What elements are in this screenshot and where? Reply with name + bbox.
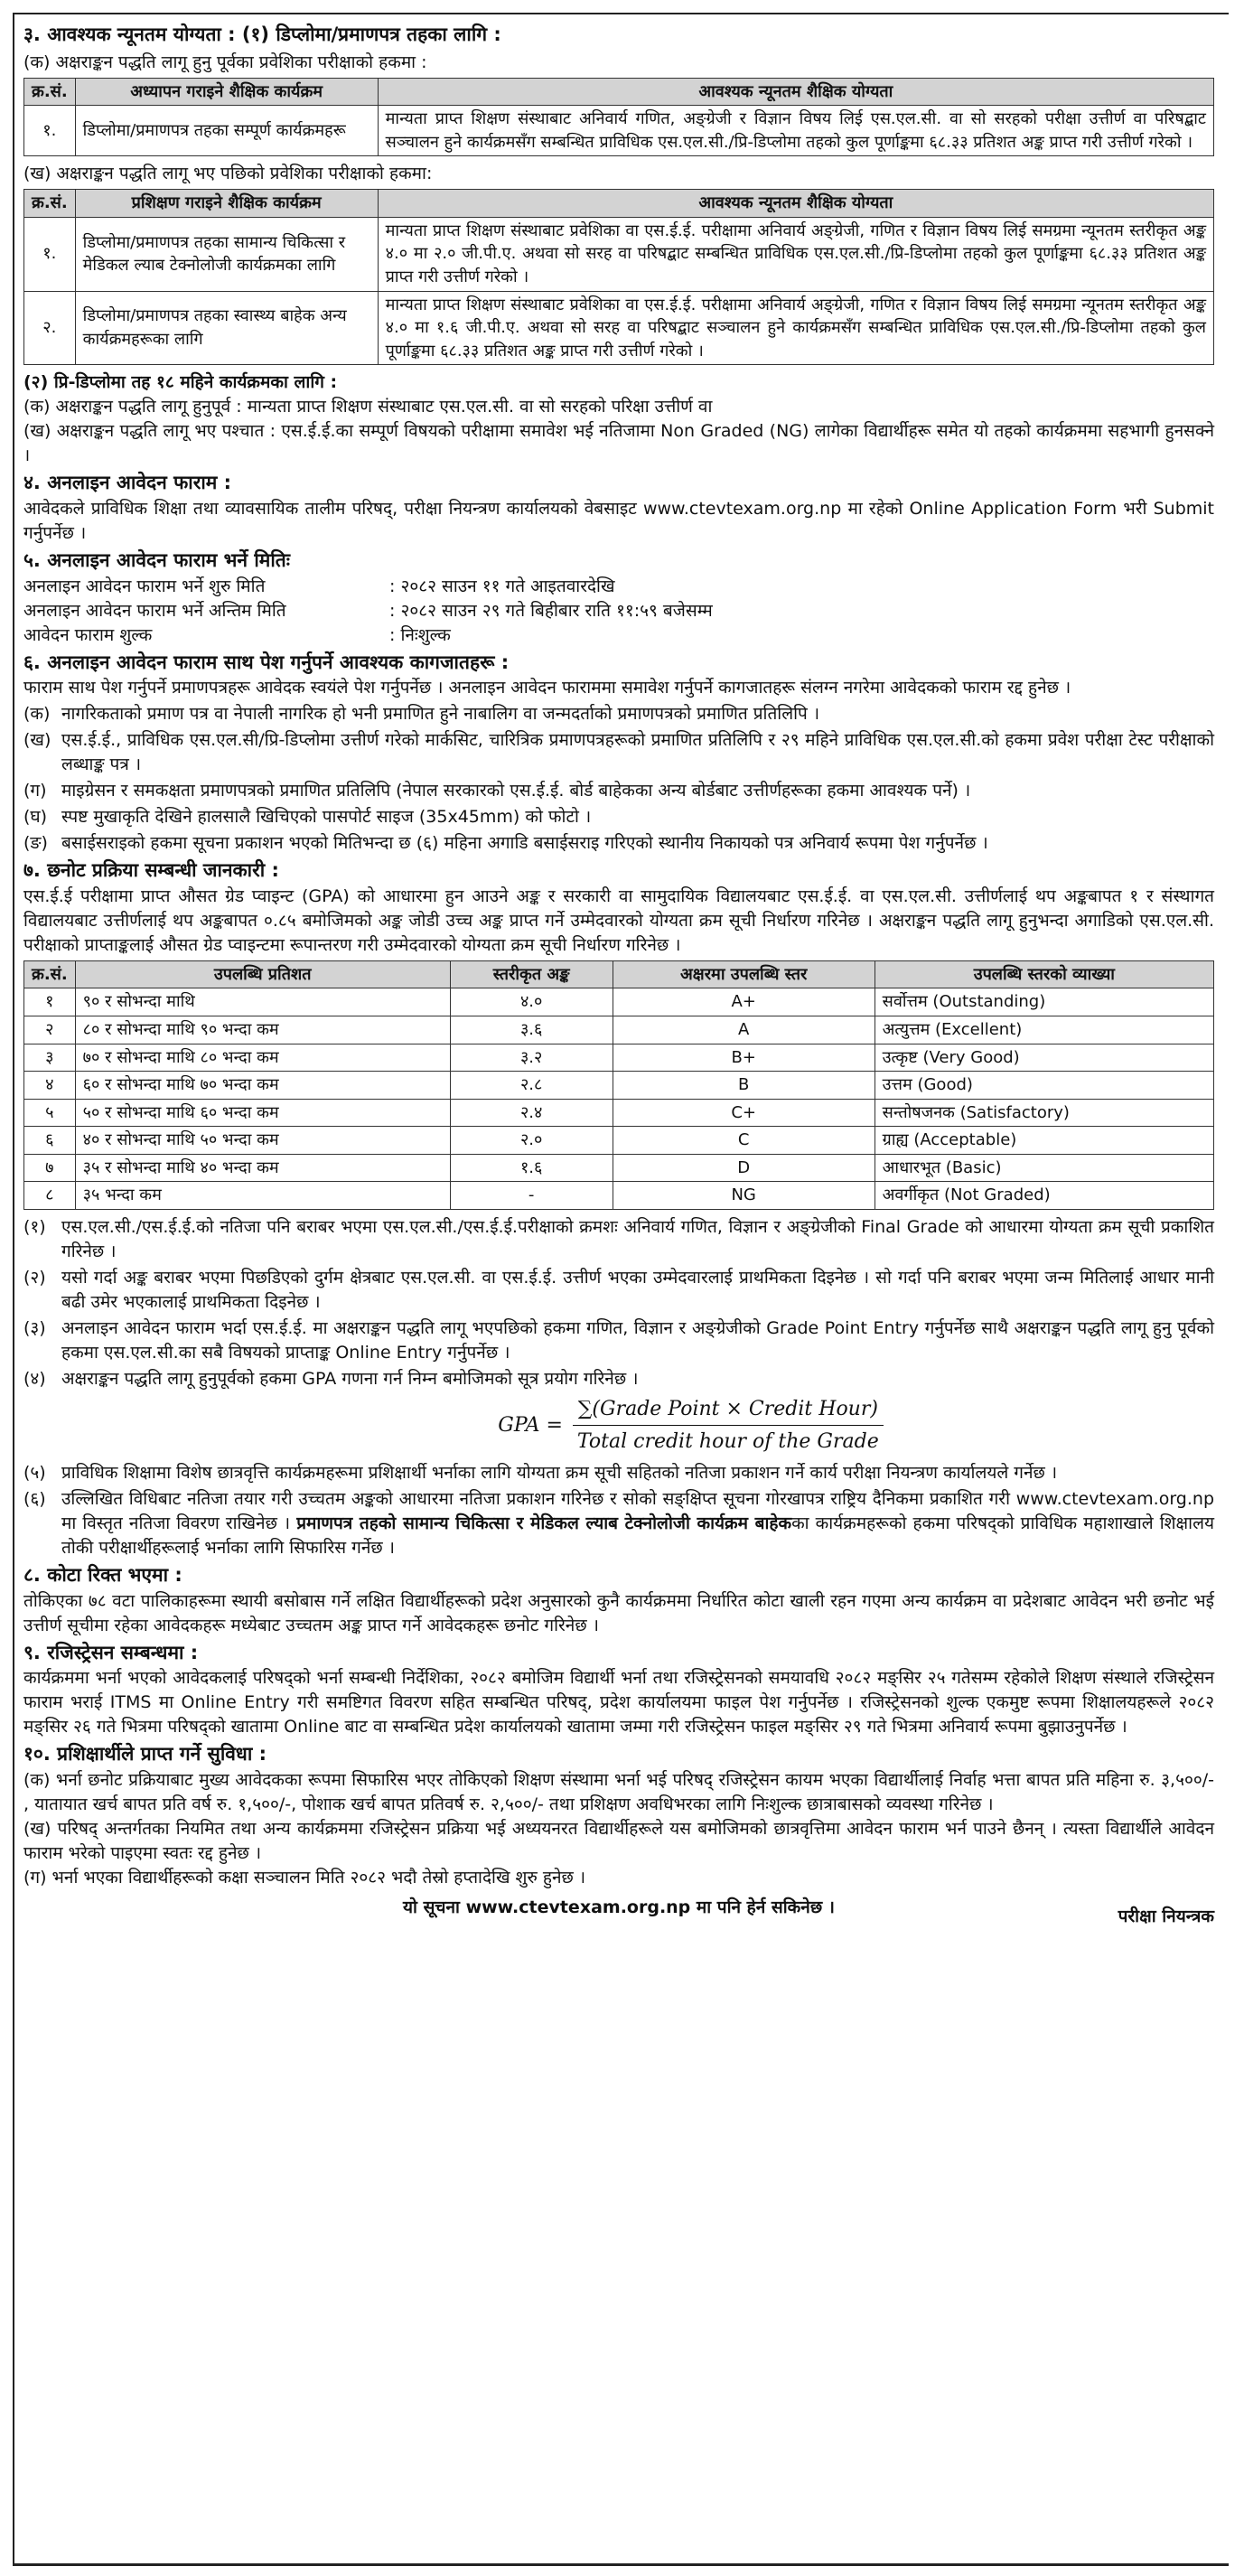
column-header-serial: क्र.सं. [24,960,76,988]
note-6-label: (६) [23,1489,46,1510]
note-item-label: (२) [23,1267,46,1288]
section-8-text: तोकिएका ७८ वटा पालिकाहरूमा स्थायी बसोबास गर्ने लक्षित विद्यार्थीहरूको प्रदेश अनुसारको कुनै कार्यक्रममा निर्धारित कोटा खाली रहन गएमा अन्य कार्यक्रम वा प्रदेशबाट आवेदन भरी छनोट भई उत्तीर्ण सूचीमा रहेका आवेदकहरू मध्येबाट उच्चतम अङ्क प्राप्त गर्ने आवेदकहरू छनोट गरिनेछ । [23,1590,1214,1635]
table-cell-grade-point: २.० [450,1127,613,1155]
table-row [24,1182,1214,1210]
date-row [23,623,1214,648]
table-row [24,106,1214,156]
note-item-label: (१) [23,1216,46,1237]
table-cell-qualification: मान्यता प्राप्त शिक्षण संस्थाबाट प्रवेशिका वा एस.ई.ई. परीक्षामा अनिवार्य अङ्ग्रेजी, गणित र विज्ञान विषय लिई समग्रमा न्यूनतम स्तरीकृत अङ्क ४.० मा १.६ जी.पी.ए. अथवा सो सरह वा परिषद्बाट सञ्चालन हुने कार्यक्रमसँग सम्बन्धित प्राविधिक एस.एल.सी./प्रि-डिप्लोमा तहको कुल पूर्णाङ्कमा ६८.३३ प्रतिशत अङ्क प्राप्त गरी उत्तीर्ण गरेको । [378,291,1213,365]
document-item-label: (ख) [23,730,51,751]
table-cell-percentage: ५० र सोभन्दा माथि ६० भन्दा कम [75,1099,450,1127]
note-item [23,1266,1214,1315]
section-9-heading: ९. रजिस्ट्रेसन सम्बन्धमा : [23,1641,199,1663]
footer [23,1896,1214,1932]
section-10-heading: १०. प्रशिक्षार्थीले प्राप्त गर्ने सुविधा : [23,1743,267,1766]
table-cell-serial: ८ [24,1182,76,1210]
gpa-formula [168,1395,1214,1456]
column-header-qualification: आवश्यक न्यूनतम शैक्षिक योग्यता [378,78,1213,106]
column-header-program: प्रशिक्षण गराइने शैक्षिक कार्यक्रम [75,190,378,218]
required-documents-list [23,702,1214,856]
table-row [24,291,1214,365]
table-cell-grade-point: - [450,1182,613,1210]
pre-diploma-kha: (ख) अक्षराङ्कन पद्धति लागू भए पश्चात : एस.ई.ई.का सम्पूर्ण विषयको परीक्षामा समावेश भई नतिजामा Non Graded (NG) लागेका विद्यार्थीहरू समेत यो तहको कार्यक्रममा सहभागी हुनसक्ने । [23,421,1214,466]
table-cell-description: उत्कृष्ट (Very Good) [875,1044,1213,1072]
section-3-ka-title: (क) अक्षराङ्कन पद्धति लागू हुनु पूर्वका प्रवेशिका परीक्षाको हकमा : [23,52,427,72]
table-header-row [24,960,1214,988]
table-row [24,1044,1214,1072]
table-cell-grade-point: ३.६ [450,1016,613,1044]
note-item-label: (५) [23,1463,46,1484]
table-cell-description: सर्वोत्तम (Outstanding) [875,988,1213,1016]
document-item [23,805,1214,829]
table-cell-serial: ७ [24,1154,76,1182]
gpa-formula-denominator: Total credit hour of the Grade [576,1429,879,1453]
table-cell-letter-grade: D [613,1154,875,1182]
column-header-description: उपलब्धि स्तरको व्याख्या [875,960,1213,988]
facilities-list [23,1768,1214,1890]
facility-item: (ग) भर्ना भएका विद्यार्थीहरूको कक्षा सञ्चालन मिति २०८२ भदौ तेस्रो हप्तादेखि शुरु हुनेछ । [23,1868,586,1888]
section-8-heading: ८. कोटा रिक्त भएमा : [23,1563,182,1586]
qualification-table-1 [23,78,1214,157]
table-cell-serial: ४ [24,1072,76,1100]
date-row-label: अनलाइन आवेदन फाराम भर्ने शुरु मिति [23,576,266,596]
section-4-heading: ४. अनलाइन आवेदन फाराम : [23,472,232,494]
document-item-text: एस.ई.ई., प्राविधिक एस.एल.सी/प्रि-डिप्लोमा उत्तीर्ण गरेको मार्कसिट, चारित्रिक प्रमाणपत्रहरूको प्रमाणित प्रतिलिपि र २९ महिने प्राविधिक एस.एल.सी.को हकमा प्रवेश परीक्षा टेस्ट परीक्षाको लब्धाङ्क पत्र । [61,730,1214,775]
table-cell-serial: १ [24,988,76,1016]
section-6-heading: ६. अनलाइन आवेदन फाराम साथ पेश गर्नुपर्ने आवश्यक कागजातहरू : [23,651,510,673]
grade-table [23,960,1214,1210]
table-cell-serial: १. [24,217,76,291]
table-cell-grade-point: १.६ [450,1154,613,1182]
table-cell-percentage: ३५ र सोभन्दा माथि ४० भन्दा कम [75,1154,450,1182]
note-item [23,1367,1214,1391]
section-4-text: आवेदकले प्राविधिक शिक्षा तथा व्यावसायिक तालीम परिषद्, परीक्षा नियन्त्रण कार्यालयको वेबसाइट www.ctevtexam.org.np मा रहेको Online Application Form भरी Submit गर्नुपर्नेछ । [23,498,1214,543]
table-cell-percentage: ३५ भन्दा कम [75,1182,450,1210]
table-cell-program: डिप्लोमा/प्रमाणपत्र तहका सम्पूर्ण कार्यक्रमहरू [75,106,378,156]
note-item-text: अक्षराङ्कन पद्धति लागू हुनुपूर्वको हकमा GPA गणना गर्न निम्न बमोजिमको सूत्र प्रयोग गरिनेछ । [61,1368,639,1389]
section-9-text: कार्यक्रममा भर्ना भएको आवेदकलाई परिषद्को भर्ना सम्बन्धी निर्देशिका, २०८२ बमोजिम विद्यार्थी भर्ना तथा रजिस्ट्रेसनको समयावधि २०८२ मङ्सिर २५ गतेसम्म रहेकोले शिक्षण संस्थाले रजिस्ट्रेसन फाराम भराई ITMS मा Online Entry गरी समष्टिगत विवरण सहित सम्बन्धित परिषद्, प्रदेश कार्यालयमा फाइल पेश गर्नुपर्नेछ । रजिस्ट्रेसनको शुल्क एकमुष्ट रूपमा शिक्षालयहरूले २०८२ मङ्सिर २६ गते भित्रमा परिषद्को खातामा Online बाट वा सम्बन्धित प्रदेश कार्यालयको खातामा जम्मा गरी रजिस्ट्रेसन फाइल मङ्सिर २९ गते भित्रमा अनिवार्य रूपमा बुझाउनुपर्नेछ । [23,1668,1214,1738]
table-cell-grade-point: ३.२ [450,1044,613,1072]
table-cell-letter-grade: C [613,1127,875,1155]
table-cell-serial: १. [24,106,76,156]
note-item-text: प्राविधिक शिक्षामा विशेष छात्रवृत्ति कार्यक्रमहरूमा प्रशिक्षार्थी भर्नाका लागि योग्यता क्रम सूची सहितको नतिजा प्रकाशन गर्ने कार्य परीक्षा नियन्त्रण कार्यालयले गर्नेछ । [61,1463,1058,1484]
table-cell-description: सन्तोषजनक (Satisfactory) [875,1099,1213,1127]
column-header-letter-grade: अक्षरमा उपलब्धि स्तर [613,960,875,988]
section-3-kha-title: (ख) अक्षराङ्कन पद्धति लागू भए पछिको प्रवेशिका परीक्षाको हकमा: [23,164,433,184]
table-cell-description: उत्तम (Good) [875,1072,1213,1100]
table-cell-percentage: ४० र सोभन्दा माथि ५० भन्दा कम [75,1127,450,1155]
note-6 [23,1487,1214,1560]
table-cell-grade-point: २.८ [450,1072,613,1100]
table-cell-serial: २ [24,1016,76,1044]
table-header-row [24,190,1214,218]
selection-notes [23,1215,1214,1391]
table-cell-serial: ५ [24,1099,76,1127]
note-item-text: यसो गर्दा अङ्क बराबर भएमा पिछडिएको दुर्गम क्षेत्रबाट एस.एल.सी. वा एस.ई.ई. उत्तीर्ण भएका उम्मेदवारलाई प्राथमिकता दिइनेछ । सो गर्दा पनि बराबर भएमा जन्म मितिलाई आधार मानी बढी उमेर भएकालाई प्राथमिकता दिइनेछ । [61,1267,1214,1312]
document-item-label: (ङ) [23,833,48,854]
notice-document [13,13,1229,2566]
column-header-serial: क्र.सं. [24,190,76,218]
table-cell-description: अवर्गीकृत (Not Graded) [875,1182,1213,1210]
section-3-heading: ३. आवश्यक न्यूनतम योग्यता : (१) डिप्लोमा/प्रमाणपत्र तहका लागि : [23,23,501,45]
column-header-program: अध्यापन गराइने शैक्षिक कार्यक्रम [75,78,378,106]
application-dates [23,575,1214,648]
table-cell-letter-grade: B [613,1072,875,1100]
section-7-intro: एस.ई.ई परीक्षामा प्राप्त औसत ग्रेड प्वाइन्ट (GPA) को आधारमा हुन आउने अङ्क र सरकारी वा सामुदायिक विद्यालयबाट एस.ई.ई. वा एस.एल.सी. उत्तीर्णलाई थप अङ्कबापत १ र संस्थागत विद्यालयबाट उत्तीर्णलाई थप अङ्कबापत ०.८५ बमोजिमको अङ्क जोडी उच्च अङ्क प्राप्त गर्ने उम्मेदवारको योग्यता क्रम सूची निर्धारण गरिनेछ । अक्षराङ्कन पद्धति लागू हुनुभन्दा अगाडिको एस.एल.सी. परीक्षाको प्राप्ताङ्कलाई औसत ग्रेड प्वाइन्टमा रूपान्तरण गरी उम्मेदवारको योग्यता क्रम सूची निर्धारण गरिनेछ । [23,885,1214,955]
note-item [23,1316,1214,1365]
gpa-formula-numerator: ∑(Grade Point × Credit Hour) [573,1395,884,1426]
table-cell-percentage: ८० र सोभन्दा माथि ९० भन्दा कम [75,1016,450,1044]
document-item-label: (घ) [23,807,48,828]
date-row-value: : निःशुल्क [389,624,451,645]
table-cell-letter-grade: A [613,1016,875,1044]
table-row [24,1099,1214,1127]
document-item [23,831,1214,856]
note-item-label: (३) [23,1317,46,1338]
table-cell-description: आधारभूत (Basic) [875,1154,1213,1182]
document-item-text: माइग्रेसन र समकक्षता प्रमाणपत्रको प्रमाणित प्रतिलिपि (नेपाल सरकारको एस.ई.ई. बोर्ड बाहेकका अन्य बोर्डबाट उत्तीर्णहरूका हकमा आवश्यक पर्ने) । [61,781,971,801]
table-cell-grade-point: ४.० [450,988,613,1016]
table-row [24,988,1214,1016]
table-row [24,1016,1214,1044]
document-item-label: (क) [23,704,51,725]
column-header-qualification: आवश्यक न्यूनतम शैक्षिक योग्यता [378,190,1213,218]
note-item [23,1215,1214,1264]
table-cell-percentage: ६० र सोभन्दा माथि ७० भन्दा कम [75,1072,450,1100]
table-row [24,1127,1214,1155]
note-item-text: एस.एल.सी./एस.ई.ई.को नतिजा पनि बराबर भएमा एस.एल.सी./एस.ई.ई.परीक्षाको क्रमशः अनिवार्य गणित, विज्ञान र अङ्ग्रेजीको Final Grade को आधारमा योग्यता क्रम सूची प्रकाशित गरिनेछ । [61,1216,1214,1261]
document-item [23,702,1214,726]
document-item-text: बसाईसराइको हकमा सूचना प्रकाशन भएको मितिभन्दा छ (६) महिना अगाडि बसाईसराइ गरिएको स्थानीय निकायको पत्र अनिवार्य रूपमा पेश गर्नुपर्नेछ । [61,833,988,854]
table-cell-letter-grade: C+ [613,1099,875,1127]
table-cell-description: अत्युत्तम (Excellent) [875,1016,1213,1044]
table-cell-qualification: मान्यता प्राप्त शिक्षण संस्थाबाट प्रवेशिका वा एस.ई.ई. परीक्षामा अनिवार्य अङ्ग्रेजी, गणित र विज्ञान विषय लिई समग्रमा न्यूनतम स्तरीकृत अङ्क ४.० मा २.० जी.पी.ए. अथवा सो सरह वा परिषद्बाट सम्बन्धित प्राविधिक एस.एल.सी./प्रि-डिप्लोमा तहको कुल पूर्णाङ्कमा ६८.३३ प्रतिशत अङ्क प्राप्त गरी उत्तीर्ण गरेको । [378,217,1213,291]
table-row [24,217,1214,291]
table-cell-qualification: मान्यता प्राप्त शिक्षण संस्थाबाट अनिवार्य गणित, अङ्ग्रेजी र विज्ञान विषय लिई एस.एल.सी. वा सो सरहको परीक्षा उत्तीर्ण वा परिषद्बाट सञ्चालन हुने कार्यक्रमसँग सम्बन्धित प्राविधिक एस.एल.सी./प्रि-डिप्लोमा तहको कुल पूर्णाङ्कमा ६८.३३ प्रतिशत अङ्क प्राप्त गरी उत्तीर्ण गरेको । [378,106,1213,156]
date-row [23,575,1214,599]
document-item [23,728,1214,777]
date-row-label: अनलाइन आवेदन फाराम भर्ने अन्तिम मिति [23,600,286,621]
note-6-bold: प्रमाणपत्र तहको सामान्य चिकित्सा र मेडिकल ल्याब टेक्नोलोजी कार्यक्रम बाहेक [296,1513,792,1533]
table-cell-letter-grade: B+ [613,1044,875,1072]
section-7-heading: ७. छनोट प्रक्रिया सम्बन्धी जानकारी : [23,859,279,882]
signature-exam-controller: परीक्षा नियन्त्रक [1118,1906,1214,1927]
selection-notes-2 [23,1461,1214,1485]
table-cell-serial: २. [24,291,76,365]
column-header-serial: क्र.सं. [24,78,76,106]
date-row [23,599,1214,623]
note-6-post: का कार्यक्रमहरूको हकमा परिषद्को प्राविधिक महाशाखाले शिक्षालय तोकी परीक्षार्थीहरूलाई भर्नाका लागि सिफारिस गर्नेछ । [61,1513,1214,1558]
table-cell-program: डिप्लोमा/प्रमाणपत्र तहका सामान्य चिकित्सा र मेडिकल ल्याब टेक्नोलोजी कार्यक्रमका लागि [75,217,378,291]
section-5-heading: ५. अनलाइन आवेदन फाराम भर्ने मितिः [23,548,291,571]
date-row-value: : २०८२ साउन २९ गते बिहीबार राति ११:५९ बजेसम्म [389,600,713,621]
facility-item: (ख) परिषद् अन्तर्गतका नियमित तथा अन्य कार्यक्रममा रजिस्ट्रेसन प्रक्रिया भई अध्ययनरत विद्यार्थीहरूले यस बमोजिमको छात्रवृत्तिमा आवेदन फाराम भर्न पाउने छैनन् । त्यस्ता विद्यार्थीले आवेदन फाराम भरेको पाइएमा स्वतः रद्द हुनेछ । [23,1819,1214,1864]
document-item-text: स्पष्ट मुखाकृति देखिने हालसालै खिचिएको पासपोर्ट साइज (35x45mm) को फोटो । [61,807,592,828]
table-cell-program: डिप्लोमा/प्रमाणपत्र तहका स्वास्थ्य बाहेक अन्य कार्यक्रमहरूका लागि [75,291,378,365]
facility-item: (क) भर्ना छनोट प्रक्रियाबाट मुख्य आवेदकका रूपमा सिफारिस भएर तोकिएको शिक्षण संस्थामा भर्ना भई परिषद् रजिस्ट्रेसन कायम भएका विद्यार्थीलाई निर्वाह भत्ता बापत प्रति महिना रु. ३,५००/- , यातायात खर्च बापत प्रति वर्ष रु. १,५००/-, पोशाक खर्च बापत प्रतिवर्ष रु. २,५००/- तथा प्रशिक्षण अवधिभरका लागि निःशुल्क छात्राबासको व्यवस्था गरिनेछ । [23,1770,1214,1815]
note-item-text: अनलाइन आवेदन फाराम भर्दा एस.ई.ई. मा अक्षराङ्कन पद्धति लागू भएपछिको हकमा गणित, विज्ञान र अङ्ग्रेजीको Grade Point Entry गर्नुपर्नेछ साथै अक्षराङ्कन पद्धति लागू हुनु पूर्वको हकमा एस.एल.सी.का सबै विषयको प्राप्ताङ्क Online Entry गर्नुपर्नेछ । [61,1317,1214,1363]
section-6-intro: फाराम साथ पेश गर्नुपर्ने प्रमाणपत्रहरू आवेदक स्वयंले पेश गर्नुपर्नेछ । अनलाइन आवेदन फाराममा समावेश गर्नुपर्ने कागजातहरू संलग्न नगरेमा आवेदकको फाराम रद्द हुनेछ । [23,678,1071,698]
table-cell-percentage: ९० र सोभन्दा माथि [75,988,450,1016]
footer-website-note: यो सूचना www.ctevtexam.org.np मा पनि हेर्न सकिनेछ । [403,1897,835,1918]
table-cell-grade-point: २.४ [450,1099,613,1127]
date-row-label: आवेदन फाराम शुल्क [23,624,153,645]
qualification-table-2 [23,189,1214,365]
document-item-text: नागरिकताको प्रमाण पत्र वा नेपाली नागरिक हो भनी प्रमाणित हुने नाबालिग वा जन्मदर्ताको प्रमाणपत्रको प्रमाणित प्रतिलिपि । [61,704,820,725]
table-cell-letter-grade: NG [613,1182,875,1210]
table-cell-description: ग्राह्य (Acceptable) [875,1127,1213,1155]
pre-diploma-heading: (२) प्रि-डिप्लोमा तह १८ महिने कार्यक्रमका लागि : [23,372,338,393]
document-item-label: (ग) [23,781,47,801]
column-header-percentage: उपलब्धि प्रतिशत [75,960,450,988]
table-row [24,1072,1214,1100]
table-cell-serial: ३ [24,1044,76,1072]
table-row [24,1154,1214,1182]
document-item [23,779,1214,803]
table-cell-percentage: ७० र सोभन्दा माथि ८० भन्दा कम [75,1044,450,1072]
date-row-value: : २०८२ साउन ११ गते आइतवारदेखि [389,576,615,596]
table-cell-letter-grade: A+ [613,988,875,1016]
table-header-row [24,78,1214,106]
note-item-label: (४) [23,1368,46,1389]
note-6-pre: उल्लिखित विधिबाट नतिजा तयार गरी उच्चतम अङ्कको आधारमा नतिजा प्रकाशन गरिनेछ र सोको सङ्क्षिप्त सूचना गोरखापत्र राष्ट्रिय दैनिकमा प्रकाशित गरी www.ctevtexam.org.np मा विस्तृत नतिजा विवरण राखिनेछ । [61,1489,1214,1533]
pre-diploma-ka: (क) अक्षराङ्कन पद्धति लागू हुनुपूर्व : मान्यता प्राप्त शिक्षण संस्थाबाट एस.एल.सी. वा सो सरहको परिक्षा उत्तीर्ण वा [23,397,713,417]
column-header-grade-point: स्तरीकृत अङ्क [450,960,613,988]
gpa-formula-lhs: GPA = [498,1413,563,1437]
note-item [23,1461,1214,1485]
table-cell-serial: ६ [24,1127,76,1155]
